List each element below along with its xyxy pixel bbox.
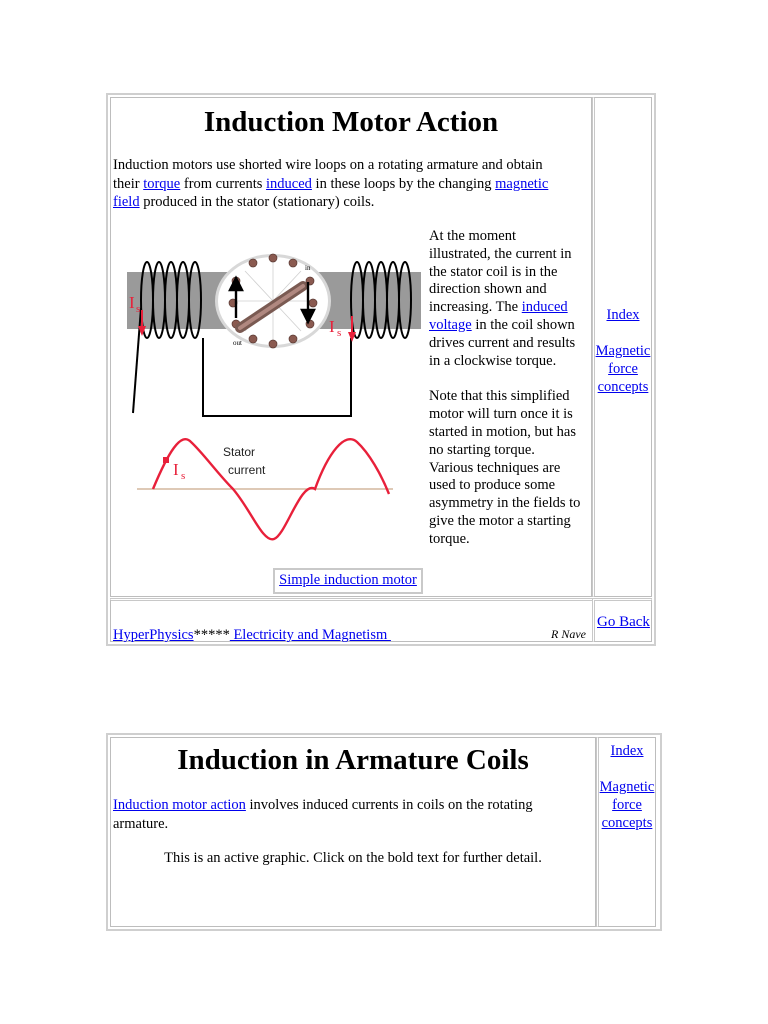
explanation-paragraph-1: At the moment illustrated, the current in the stator coil is in the direction shown and increasing. The induced voltage in the coil shown drives current and results in a clockwise torque. <box>429 228 576 369</box>
svg-text:I: I <box>129 293 135 312</box>
induced-voltage-link[interactable]: induced voltage <box>429 299 568 333</box>
svg-text:I: I <box>329 317 335 336</box>
coil-out-label: out <box>233 339 242 347</box>
author-name: R Nave <box>551 627 586 641</box>
stator-label: Stator <box>223 445 256 459</box>
rating-stars: ***** <box>193 627 230 643</box>
panel2-nav-links <box>599 742 655 832</box>
magnetic-force-link-2[interactable]: force <box>608 361 638 377</box>
explanation-text <box>429 228 581 567</box>
magnetic-force-link-3[interactable]: concepts <box>597 379 649 395</box>
armature-coils-panel <box>106 733 662 931</box>
magnetic-force-link-2b[interactable]: force <box>612 797 642 813</box>
panel2-sidebar-nav <box>596 737 656 927</box>
magnetic-force-link-1[interactable]: Magnetic <box>595 343 651 359</box>
connecting-wire <box>203 338 351 416</box>
panel2-main-content <box>110 737 596 927</box>
index-link-2[interactable]: Index <box>610 743 644 759</box>
induced-link[interactable]: induced <box>266 175 312 192</box>
simple-induction-motor-link[interactable]: Simple induction motor <box>279 572 417 588</box>
svg-text:s: s <box>181 470 186 482</box>
svg-text:s: s <box>337 327 342 339</box>
electricity-magnetism-link[interactable]: Electricity and Magnetism <box>229 627 391 643</box>
induction-motor-action-link[interactable]: Induction motor action <box>113 797 246 813</box>
intro-paragraph: Induction motors use shorted wire loops on a rotating armature and obtain their torque from currents induced in these loops by the changing magnetic field produced in the stator (stationary) coils. <box>113 157 549 210</box>
panel-main-content <box>110 97 592 597</box>
footer <box>110 598 592 642</box>
current-marker <box>163 457 169 463</box>
induction-motor-diagram <box>123 248 423 568</box>
index-link[interactable]: Index <box>606 307 640 323</box>
is-wave-label: I <box>173 460 179 479</box>
magnetic-force-link-2a[interactable]: Magnetic <box>599 779 655 795</box>
hyperphysics-link[interactable]: HyperPhysics <box>113 627 194 643</box>
nav-links <box>595 306 651 396</box>
coil-in-label: in <box>305 264 311 272</box>
caption-box <box>273 568 423 594</box>
footer-side <box>592 598 652 642</box>
magnetic-field-link[interactable]: magnetic field <box>113 175 549 210</box>
torque-link[interactable]: torque <box>143 175 181 192</box>
current-label: current <box>228 463 266 477</box>
sidebar-nav <box>592 97 652 597</box>
svg-text:s: s <box>136 303 141 315</box>
active-graphic-note: This is an active graphic. Click on the bold text for further detail. <box>164 850 542 866</box>
footer-links <box>113 627 391 644</box>
panel2-intro: Induction motor action involves induced currents in coils on the rotating armature. <box>113 797 533 832</box>
page-title: Induction Motor Action <box>203 106 499 138</box>
go-back-link[interactable]: Go Back <box>597 614 650 630</box>
section-title: Induction in Armature Coils <box>177 744 529 776</box>
induction-motor-panel <box>106 93 656 646</box>
explanation-paragraph-2: Note that this simplified motor will turn once it is started in motion, but has no starting torque. Various techniques are used to produce some asymmetry in the fields to give the motor a starting torque. <box>429 388 581 547</box>
magnetic-force-link-2c[interactable]: concepts <box>601 815 653 831</box>
